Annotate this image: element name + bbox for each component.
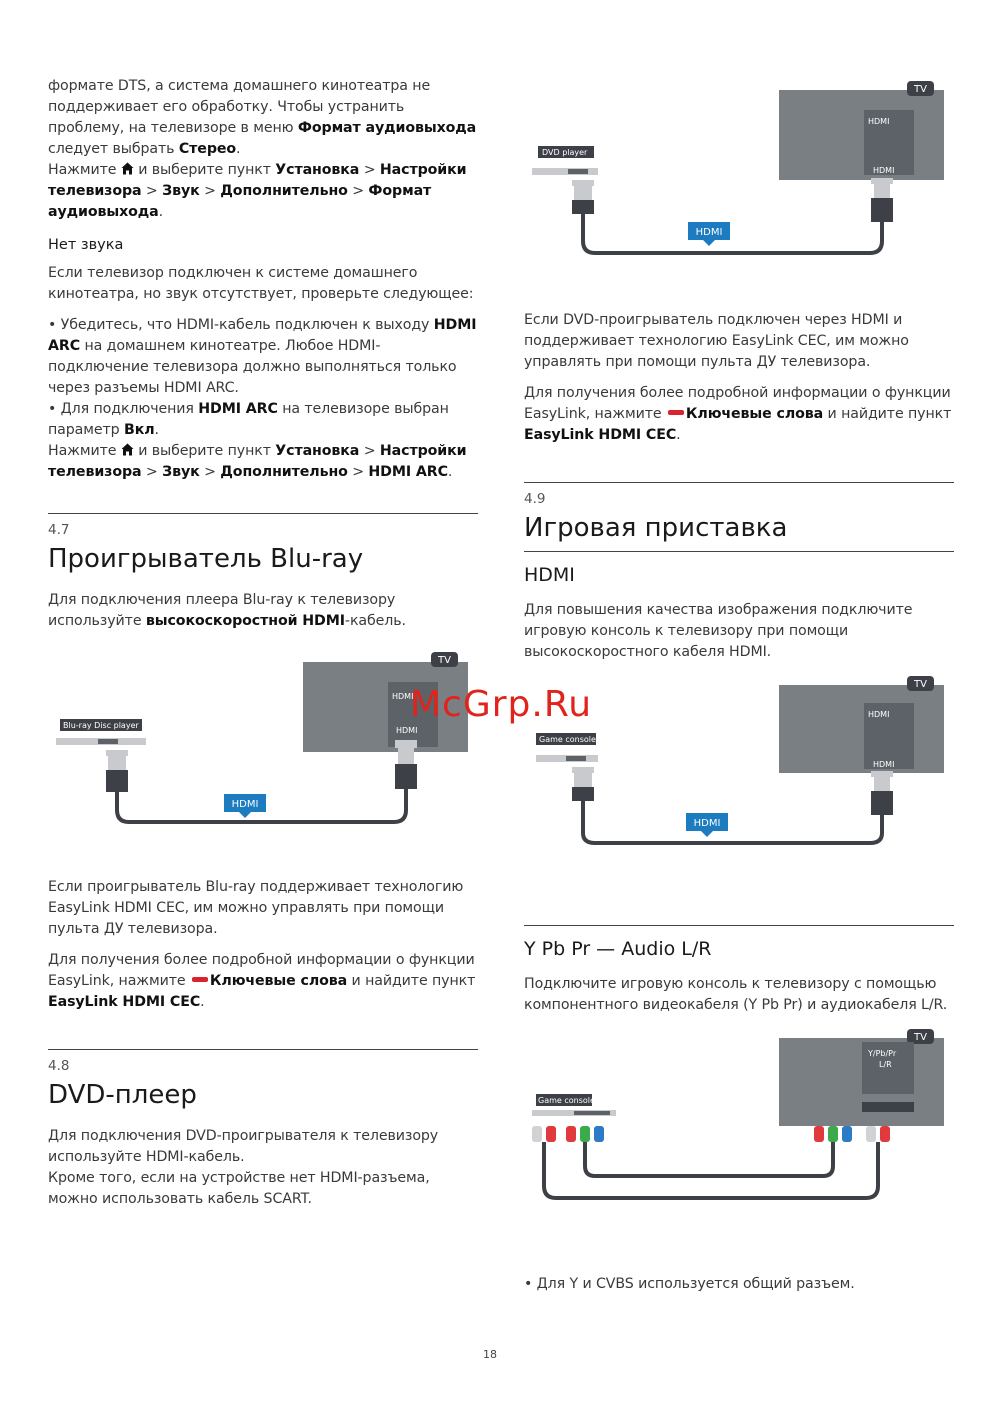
tv-port-label: HDMI bbox=[392, 692, 414, 701]
tv-port-label-2: L/R bbox=[879, 1060, 892, 1069]
tv-label: TV bbox=[914, 679, 927, 690]
home-icon bbox=[121, 162, 134, 175]
red-key-icon bbox=[668, 410, 684, 415]
rca-plugs-tv bbox=[814, 1126, 890, 1142]
video-cable bbox=[585, 1142, 833, 1176]
tv-port-label-2: HDMI bbox=[873, 166, 895, 175]
rca-plug-green bbox=[580, 1126, 590, 1142]
section-rule bbox=[524, 482, 954, 483]
hdmi-plug bbox=[574, 186, 592, 200]
device-body bbox=[532, 168, 598, 175]
device-label: Blu-ray Disc player bbox=[63, 721, 139, 730]
game-hdmi-paragraph: Для повышения качества изображения подключите игровую консоль к телевизору при помощи высокоскоростного кабеля HDMI. bbox=[524, 602, 913, 660]
rca-plug-red bbox=[880, 1126, 890, 1142]
tv-label: TV bbox=[438, 655, 451, 666]
bluray-hdmi-diagram bbox=[48, 642, 478, 867]
rca-plug-blue bbox=[594, 1126, 604, 1142]
page-number: 18 bbox=[483, 1348, 497, 1361]
rca-plug-red bbox=[814, 1126, 824, 1142]
cable-label-pointer bbox=[239, 812, 251, 818]
red-key-icon bbox=[192, 977, 208, 982]
section-title: Игровая приставка bbox=[524, 513, 788, 543]
device-port bbox=[574, 1111, 610, 1115]
cable-label: HDMI bbox=[693, 818, 721, 829]
bluray-paragraph: Для подключения плеера Blu-ray к телевизору используйте высокоскоростной HDMI-кабель. bbox=[48, 592, 406, 629]
dvd-keywords-paragraph: Для получения более подробной информации о функции EasyLink, нажмите Ключевые слова и найдите пункт EasyLink HDMI CEC. bbox=[524, 385, 952, 443]
hdmi-plug bbox=[106, 750, 128, 756]
tv-panel bbox=[779, 90, 944, 180]
tv-port-label: HDMI bbox=[868, 117, 890, 126]
device-label: Game console bbox=[538, 1096, 595, 1105]
subsection-rule bbox=[524, 551, 954, 552]
tv-panel bbox=[779, 685, 944, 773]
hdmi-plug bbox=[108, 756, 126, 770]
tv-port-label-2: HDMI bbox=[396, 726, 418, 735]
device-port bbox=[568, 169, 588, 174]
rca-plug-white bbox=[532, 1126, 542, 1142]
dvd-easylink-paragraph: Если DVD-проигрыватель подключен через HDMI и поддерживает технологию EasyLink CEC, им можно управлять при помощи пульта ДУ телевизора. bbox=[524, 312, 909, 370]
bluray-keywords-paragraph: Для получения более подробной информации о функции EasyLink, нажмите Ключевые слова и найдите пункт EasyLink HDMI CEC. bbox=[48, 952, 476, 1010]
left-column bbox=[48, 76, 478, 1220]
rca-plug-red bbox=[566, 1126, 576, 1142]
hdmi-plug bbox=[395, 764, 417, 789]
hdmi-plug bbox=[106, 770, 128, 792]
cable-label: HDMI bbox=[231, 799, 259, 810]
hdmi-plug bbox=[871, 791, 893, 815]
tv-panel bbox=[779, 1038, 944, 1126]
home-icon bbox=[121, 443, 134, 456]
tv-port-slot bbox=[862, 1102, 914, 1112]
section-rule bbox=[48, 513, 478, 514]
game-note: • Для Y и CVBS используется общий разъем. bbox=[524, 1276, 855, 1292]
cable-label: HDMI bbox=[695, 227, 723, 238]
hdmi-plug bbox=[871, 178, 893, 184]
hdmi-plug bbox=[395, 740, 417, 748]
tv-port-label: HDMI bbox=[868, 710, 890, 719]
section-number: 4.8 bbox=[48, 1058, 70, 1074]
tv-label: TV bbox=[914, 84, 927, 95]
device-label: Game console bbox=[539, 735, 596, 744]
game-ypbpr-diagram bbox=[524, 1026, 954, 1236]
section-number: 4.7 bbox=[48, 522, 70, 538]
tv-label: TV bbox=[914, 1032, 927, 1043]
device-port bbox=[566, 756, 586, 761]
no-sound-heading: Нет звука bbox=[48, 237, 124, 253]
hdmi-plug bbox=[572, 180, 594, 186]
hdmi-plug bbox=[572, 767, 594, 773]
hdmi-plug bbox=[398, 748, 414, 764]
section-title: DVD-плеер bbox=[48, 1080, 197, 1110]
device-label: DVD player bbox=[542, 148, 588, 157]
bluray-easylink-paragraph: Если проигрыватель Blu-ray поддерживает технологию EasyLink HDMI CEC, им можно управлять при помощи пульта ДУ телевизора. bbox=[48, 879, 464, 937]
no-sound-paragraph: Если телевизор подключен к системе домашнего кинотеатра, но звук отсутствует, проверьте следующее: bbox=[48, 265, 474, 302]
subsection-title: Y Pb Pr — Audio L/R bbox=[524, 938, 712, 960]
dvd-hdmi-diagram bbox=[524, 78, 954, 278]
tv-port-label-2: HDMI bbox=[873, 760, 895, 769]
intro-paragraph: формате DTS, а система домашнего кинотеатра не поддерживает его обработку. Чтобы устранить проблему, на телевизоре в меню Формат аудиовыхода следует выбрать Стерео. Нажмите и выберите пункт Установка > Настройки телевизора > Звук > Дополнительно > Формат аудиовыхода. bbox=[48, 78, 477, 220]
section-rule bbox=[48, 1049, 478, 1050]
subsection-rule bbox=[524, 925, 954, 926]
no-sound-bullets: • Убедитесь, что HDMI-кабель подключен к выходу HDMI ARC на домашнем кинотеатре. Любое HDMI-подключение телевизора должно выполняться только через разъемы HDMI ARC. • Для подключения HDMI ARC на телевизоре выбран параметр Вкл. Нажмите и выберите пункт Установка > Настройки телевизора > Звук > Дополнительно > HDMI ARC. bbox=[48, 317, 477, 480]
rca-plug-red bbox=[546, 1126, 556, 1142]
hdmi-plug bbox=[871, 198, 893, 222]
hdmi-plug bbox=[574, 773, 592, 787]
hdmi-plug bbox=[874, 184, 890, 198]
hdmi-plug bbox=[572, 200, 594, 214]
hdmi-plug bbox=[871, 771, 893, 777]
hdmi-plug bbox=[874, 777, 890, 791]
device-port bbox=[98, 739, 118, 744]
audio-cable bbox=[544, 1142, 878, 1198]
section-number: 4.9 bbox=[524, 491, 546, 507]
cable-label-pointer bbox=[701, 831, 713, 837]
rca-plug-green bbox=[828, 1126, 838, 1142]
game-ypbpr-paragraph: Подключите игровую консоль к телевизору с помощью компонентного видеокабеля (Y Pb Pr) и аудиокабеля L/R. bbox=[524, 976, 948, 1013]
watermark: McGrp.Ru bbox=[410, 684, 593, 725]
rca-plug-white bbox=[866, 1126, 876, 1142]
tv-port-label: Y/Pb/Pr bbox=[868, 1049, 897, 1058]
section-title: Проигрыватель Blu-ray bbox=[48, 544, 364, 574]
hdmi-plug bbox=[572, 787, 594, 801]
dvd-paragraph: Для подключения DVD-проигрывателя к телевизору используйте HDMI-кабель. Кроме того, если на устройстве нет HDMI-разъема, можно использовать кабель SCART. bbox=[48, 1128, 439, 1207]
hdmi-cable bbox=[583, 214, 882, 253]
rca-plug-blue bbox=[842, 1126, 852, 1142]
hdmi-cable bbox=[583, 801, 882, 843]
subsection-title: HDMI bbox=[524, 564, 575, 586]
rca-plugs-device bbox=[532, 1126, 604, 1142]
cable-label-pointer bbox=[703, 240, 715, 246]
